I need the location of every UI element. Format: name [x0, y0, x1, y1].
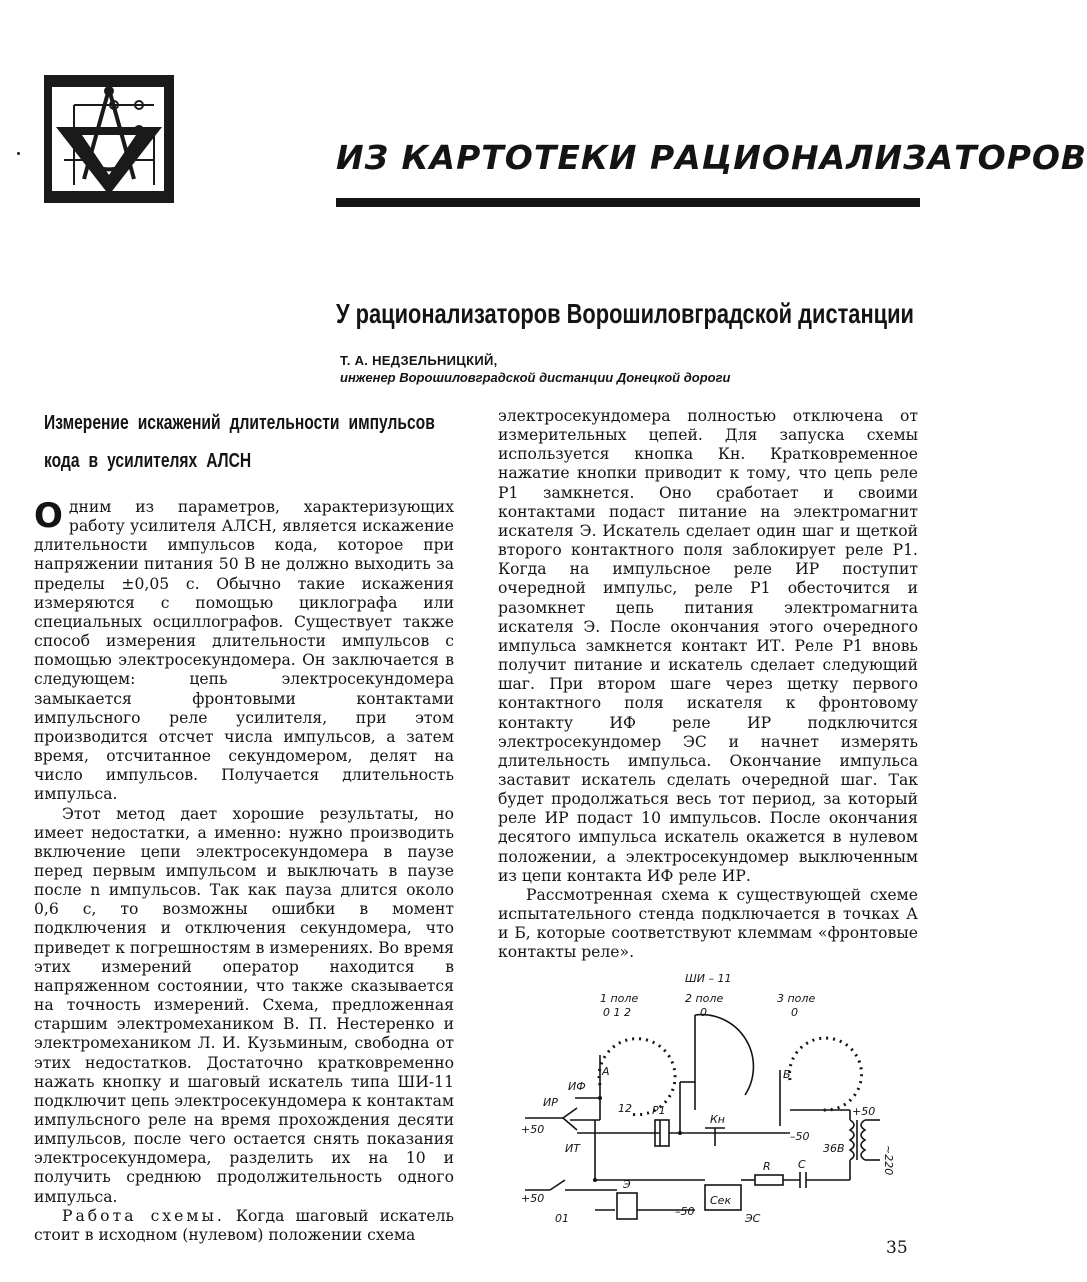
- switch-type-label: ШИ – 11: [685, 972, 732, 985]
- title-rule: [336, 198, 920, 207]
- compass-and-circuit-icon: [44, 75, 174, 203]
- paragraph-text: дним из параметров, характеризующих работу усилителя АЛСН, является искажение длительности импульсов кода, которое при напряжении питания 50 В не должно выходить за пределы ±0,05 с. Обычно такие искажения измеряются с помощью циклографа или специальных осциллографов. Существует также способ измерения длительности импульсов с помощью электросекундомера. Он заключается в следующем: цепь электросекундомера замыкается фронтовыми контактами импульсного реле усилителя, при этом производится отсчет числа импульсов, а затем время, отсчитанное секундомером, делят на число импульсов. Получается длительность импульса.: [34, 498, 454, 804]
- author-name: Т. А. НЕДЗЕЛЬНИЦКИЙ,: [340, 353, 498, 368]
- es-label: ЭС: [745, 1212, 761, 1225]
- plus50-right-label: +50: [852, 1105, 876, 1118]
- switch01-label: 01: [555, 1212, 569, 1225]
- field2-label: 2 поле: [685, 992, 724, 1005]
- paragraph-intro: [34, 498, 454, 805]
- if-label: ИФ: [568, 1080, 586, 1093]
- article-title: У рационализаторов Ворошиловградской дистанции: [336, 298, 914, 329]
- plus50-label: +50: [521, 1123, 545, 1136]
- v36-label: 36В: [823, 1142, 845, 1155]
- step-12-label: 12: [618, 1102, 632, 1115]
- right-column: [498, 407, 918, 963]
- paragraph-continued: электросекундомера полностью отключена от измерительных цепей. Для запуска схемы используется кнопка Кн. Кратковременное нажатие кнопки приводит к тому, что цепь реле Р1 замкнется. Оно сработает и своими контактами подаст питание на электромагнит искателя Э. Искатель сделает один шаг и щеткой второго контактного поля заблокирует реле Р1. Когда на импульсное реле ИР поступит очередной импульс, реле Р1 обесточится и разомкнет цепь питания электромагнита искателя Э. После окончания этого очередного импульса замкнется контакт ИТ. Реле Р1 вновь получит питание и искатель сделает следующий шаг. При втором шаге через щетку первого контактного поля искателя к фронтовому контакту ИФ реле ИР подключится электросекундомер ЭС и начнет измерять длительность импульса. Окончание импульса заставит искатель сделать очередной шаг. Так будет продолжаться весь тот период, за который реле ИР подаст 10 импульсов. После окончания десятого импульса искатель окажется в нулевом положении, а электросекундомер выключенным из цепи контакта ИФ реле ИР.: [498, 407, 918, 885]
- field3-zero-label: 0: [791, 1006, 798, 1019]
- circuit-schematic: [505, 970, 925, 1225]
- minus50-label: –50: [790, 1130, 810, 1143]
- paragraph-text: Когда шаговый искатель стоит в исходном (нулевом) положении схема: [34, 1206, 454, 1244]
- point-a-label: А: [602, 1065, 610, 1078]
- field1-label: 1 поле: [600, 992, 639, 1005]
- capacitor-label: C: [798, 1158, 806, 1171]
- point-b-label: Б: [783, 1068, 791, 1081]
- paragraph-method: Этот метод дает хорошие результаты, но имеет недостатки, а именно: нужно производить включение цепи электросекундомера в паузе перед первым импульсом и выключать в паузе после n импульсов. Так как пауза длится около 0,6 с, то возможны ошибки в момент подключения и отключения секундомера, что приведет к погрешностям в измерениях. Во время этих измерений оператор находится в напряженном состоянии, что также сказывается на точность измерений. Схема, предложенная старшим электромехаником В. П. Нестеренко и электромехаником Л. И. Кузьминым, свободна от этих недостатков. Достаточно кратковременно нажать кнопку и шаговый искатель типа ШИ-11 подключит цепь электросекундомера к контактам импульсного реле на время прохождения десяти импульсов, после чего остается снять показания электросекундомера, разделить их на 10 и получить среднюю продолжительность одного импульса.: [34, 804, 454, 1206]
- lead-in: Работа схемы.: [62, 1206, 225, 1225]
- subtitle-line-1: Измерение искажений длительности импульсов: [44, 412, 435, 434]
- plus50-bottom-label: +50: [521, 1192, 545, 1205]
- paragraph-operation: [34, 1207, 454, 1245]
- paragraph-connection: Рассмотренная схема к существующей схеме испытательного стенда подключается в точках А и Б, которые соответствуют клеммам «фронтовые контакты реле».: [498, 885, 918, 962]
- it-label: ИТ: [565, 1142, 580, 1155]
- left-column: [34, 498, 454, 1245]
- button-label: Кн: [710, 1113, 726, 1126]
- ac220-label: ~220: [882, 1145, 895, 1176]
- field2-zero-label: 0: [700, 1006, 707, 1019]
- minus50-bottom-label: –50: [675, 1205, 695, 1218]
- subtitle-line-2: кода в усилителях АЛСН: [44, 450, 252, 472]
- ir-label: ИР: [543, 1096, 558, 1109]
- field1-steps-label: 0 1 2: [603, 1006, 631, 1019]
- drop-cap: О: [34, 496, 63, 536]
- resistor-label: R: [763, 1160, 771, 1173]
- section-title: ИЗ КАРТОТЕКИ РАЦИОНАЛИЗАТОРОВ: [336, 138, 1087, 177]
- stopwatch-label: Сек: [710, 1194, 732, 1207]
- field3-label: 3 поле: [777, 992, 816, 1005]
- page-number: 35: [886, 1238, 908, 1258]
- author-role: инженер Ворошиловградской дистанции Донецкой дороги: [340, 370, 731, 385]
- relay-label: Р1: [652, 1104, 666, 1117]
- print-speck: [17, 152, 20, 155]
- magnet-label: Э: [623, 1178, 631, 1191]
